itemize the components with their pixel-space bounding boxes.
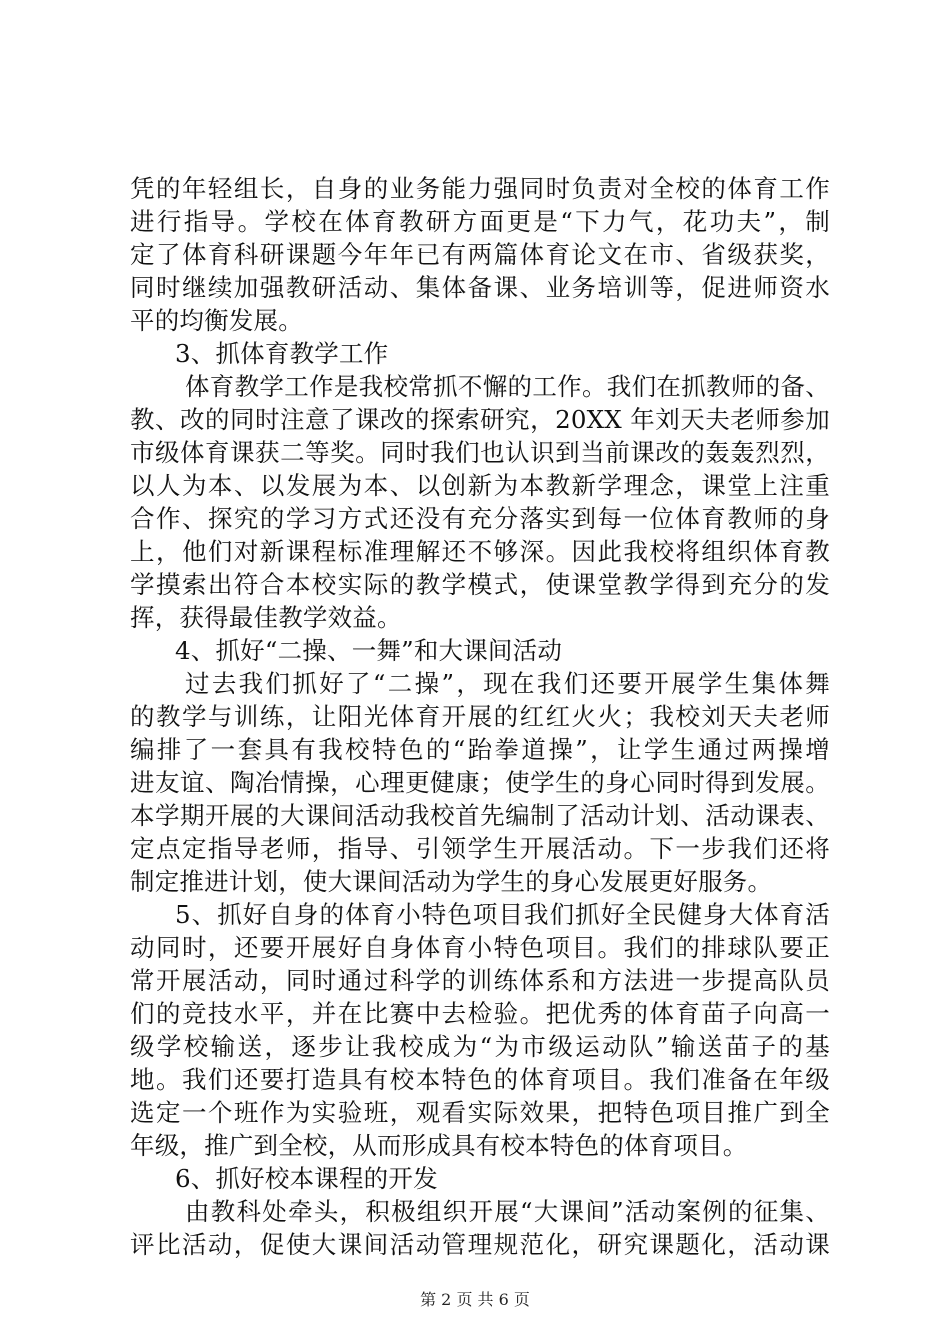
text-line: 选定一个班作为实验班，观看实际效果，把特色项目推广到全	[130, 1098, 830, 1127]
text-line: 编排了一套具有我校特色的“跆拳道操”，让学生通过两操增	[130, 735, 830, 764]
text-line: 们的竞技水平，并在比赛中去检验。把优秀的体育苗子向高一	[130, 999, 830, 1028]
text-line: 由教科处牵头，积极组织开展“大课间”活动案例的征集、	[185, 1197, 830, 1226]
text-line: 级学校输送，逐步让我校成为“为市级运动队”输送苗子的基	[130, 1032, 830, 1061]
text-line: 定了体育科研课题今年年已有两篇体育论文在市、省级获奖，	[130, 240, 830, 269]
text-line: 挥，获得最佳教学效益。	[130, 603, 402, 632]
text-line: 年级，推广到全校，从而形成具有校本特色的体育项目。	[130, 1131, 748, 1160]
text-line: 定点定指导老师，指导、引领学生开展活动。下一步我们还将	[130, 834, 830, 863]
section-heading: 5、抓好自身的体育小特色项目我们抓好全民健身大体育活	[175, 900, 830, 929]
text-line: 以人为本、以发展为本、以创新为本教新学理念，课堂上注重	[130, 471, 830, 500]
text-line: 市级体育课获二等奖。同时我们也认识到当前课改的轰轰烈烈，	[130, 438, 830, 467]
text-line: 动同时，还要开展好自身体育小特色项目。我们的排球队要正	[130, 933, 830, 962]
text-line: 同时继续加强教研活动、集体备课、业务培训等，促进师资水	[130, 273, 830, 302]
text-line: 上，他们对新课程标准理解还不够深。因此我校将组织体育教	[130, 537, 830, 566]
page-number-footer: 第 2 页 共 6 页	[420, 1290, 530, 1309]
text-line: 平的均衡发展。	[130, 306, 303, 335]
text-line: 本学期开展的大课间活动我校首先编制了活动计划、活动课表、	[130, 801, 830, 830]
text-line: 过去我们抓好了“二操”，现在我们还要开展学生集体舞	[185, 669, 830, 698]
section-heading: 4、抓好“二操、一舞”和大课间活动	[175, 636, 563, 665]
text-line: 评比活动，促使大课间活动管理规范化，研究课题化，活动课	[130, 1230, 830, 1259]
text-line: 常开展活动，同时通过科学的训练体系和方法进一步提高队员	[130, 966, 830, 995]
text-line: 体育教学工作是我校常抓不懈的工作。我们在抓教师的备、	[185, 372, 830, 401]
document-body	[130, 172, 830, 1261]
text-line: 学摸索出符合本校实际的教学模式，使课堂教学得到充分的发	[130, 570, 830, 599]
text-line: 进友谊、陶冶情操，心理更健康；使学生的身心同时得到发展。	[130, 768, 830, 797]
text-line: 进行指导。学校在体育教研方面更是“下力气，花功夫”，制	[130, 207, 830, 236]
text-line: 凭的年轻组长，自身的业务能力强同时负责对全校的体育工作	[130, 174, 830, 203]
text-line: 地。我们还要打造具有校本特色的体育项目。我们准备在年级	[130, 1065, 830, 1094]
section-heading: 6、抓好校本课程的开发	[175, 1164, 438, 1193]
text-line: 教、改的同时注意了课改的探索研究，20XX 年刘天夫老师参加	[130, 405, 830, 434]
section-heading: 3、抓体育教学工作	[175, 339, 389, 368]
text-line: 的教学与训练，让阳光体育开展的红红火火；我校刘天夫老师	[130, 702, 830, 731]
text-line: 制定推进计划，使大课间活动为学生的身心发展更好服务。	[130, 867, 773, 896]
text-line: 合作、探究的学习方式还没有充分落实到每一位体育教师的身	[130, 504, 830, 533]
